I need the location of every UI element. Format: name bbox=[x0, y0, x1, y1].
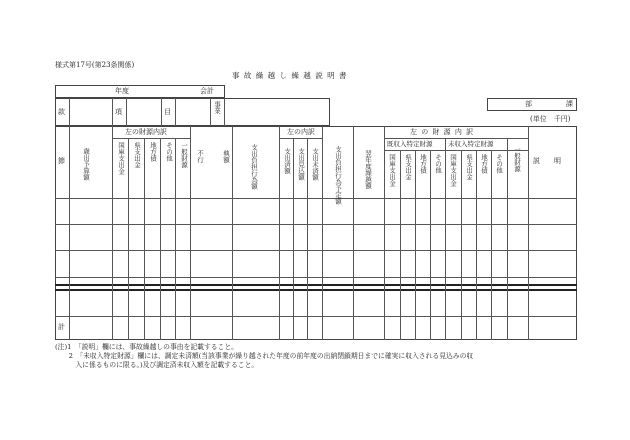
col-left-breakdown: 左の内訳 bbox=[287, 128, 315, 136]
kan-kou-moku-box bbox=[55, 98, 330, 126]
col-chihousai-2: 地方債 bbox=[419, 154, 428, 174]
account-label: 会計 bbox=[200, 87, 214, 95]
moku-label: 目 bbox=[164, 108, 171, 116]
col-chihousai: 地方債 bbox=[149, 142, 158, 162]
col-mishunyu: 未収入特定財源 bbox=[448, 140, 494, 148]
col-shishutsu-misai: 支出未済額 bbox=[311, 148, 320, 181]
col-kenshishutsu-2: 県支出金 bbox=[404, 154, 413, 180]
col-sonota-2: その他 bbox=[434, 154, 443, 174]
col-ippan-2: 一般財源 bbox=[513, 146, 522, 172]
ka-label: 課 bbox=[566, 100, 573, 108]
document-title: 事 故 繰 越 し 繰 越 説 明 書 bbox=[232, 71, 348, 80]
col-setsumei: 説 明 bbox=[533, 157, 561, 165]
form-number: 様式第17号(第23条関係) bbox=[55, 61, 135, 69]
col-shishutsu-mikomi: 支出見込額 bbox=[297, 148, 306, 181]
col-left-zaigen-naiyaku: 左 の 財 源 内 訳 bbox=[410, 128, 475, 136]
col-ippan: 一般財源 bbox=[180, 142, 189, 168]
col-yokunen-kurikoshi: 翌年度繰越額 bbox=[364, 150, 373, 189]
jigyo-label: 事業 bbox=[213, 101, 222, 114]
col-chihousai-3: 地方債 bbox=[480, 154, 489, 174]
year-label: 年度 bbox=[115, 87, 129, 95]
note-2-line-1: 2 「未収入特定財源」欄には、調定未済額(当該事業が繰り越された年度の前年度の出納閉鎖期日までに確実に収入される見込みの収 bbox=[55, 352, 474, 360]
col-shishutsu-futan: 支出負担行為額 bbox=[250, 144, 259, 190]
col-kokko: 国庫支出金 bbox=[117, 142, 126, 175]
col-left-finance: 左の財源内訳 bbox=[125, 128, 167, 136]
col-setsu: 節 bbox=[58, 157, 65, 165]
kei-label: 計 bbox=[58, 323, 65, 331]
col-fuko: 不行 bbox=[196, 150, 205, 163]
col-kenshishutsu-3: 県支出金 bbox=[465, 154, 474, 180]
bu-label: 部 bbox=[525, 100, 532, 108]
col-sonota: その他 bbox=[165, 142, 174, 162]
col-sonota-3: その他 bbox=[495, 154, 504, 174]
note-2-line-2: 入に係るものに限る。)及び調定済未収入額を記載すること。 bbox=[55, 361, 259, 369]
col-saishutsu-yosan: 歳出予算額 bbox=[82, 148, 91, 181]
kou-label: 項 bbox=[115, 108, 122, 116]
unit-label: (単位 千円) bbox=[530, 115, 571, 123]
col-futan-yotei: 支出負担行為予定額 bbox=[334, 146, 343, 205]
kan-label: 款 bbox=[58, 108, 65, 116]
department-box bbox=[487, 98, 577, 111]
col-kenshishutsu: 県支出金 bbox=[133, 142, 142, 168]
col-shishutsu-zumi: 支出済額 bbox=[283, 148, 292, 174]
col-shikkou: 執額 bbox=[222, 150, 231, 163]
col-kokko-3: 国庫支出金 bbox=[449, 154, 458, 187]
col-kokko-2: 国庫支出金 bbox=[388, 154, 397, 187]
col-kishunyu: 既収入特定財源 bbox=[387, 140, 433, 148]
note-1: (注)1 「説明」欄には、事故繰越しの事由を記載すること。 bbox=[55, 343, 238, 351]
